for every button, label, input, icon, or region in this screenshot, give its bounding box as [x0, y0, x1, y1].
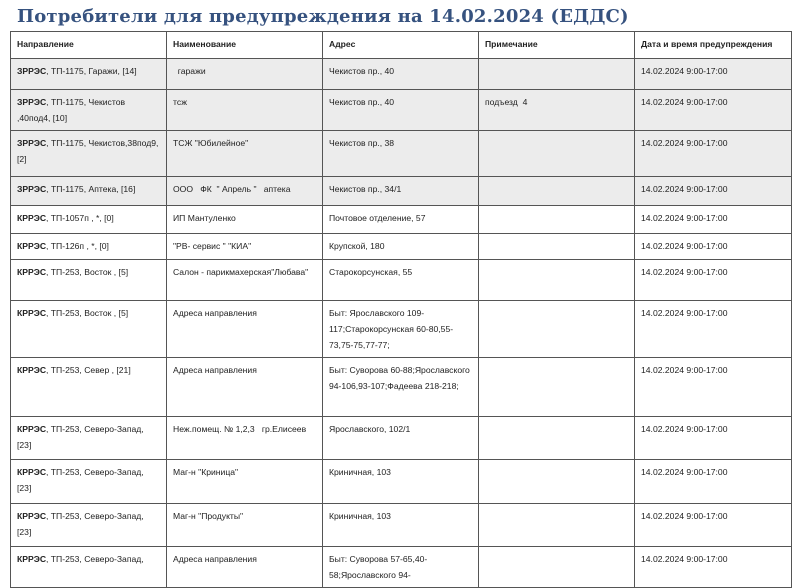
- note-cell: [479, 504, 635, 547]
- table-row: [11, 260, 792, 301]
- table-row: [11, 177, 792, 206]
- table-row: [11, 301, 792, 358]
- note-cell: [479, 460, 635, 504]
- address-cell: Чекистов пр., 38: [323, 131, 479, 177]
- datetime-cell: 14.02.2024 9:00-17:00: [635, 547, 792, 588]
- direction-text: , ТП-1175, Аптека, [16]: [46, 184, 136, 194]
- direction-cell: [11, 206, 167, 234]
- direction-text: , ТП-253, Восток , [5]: [46, 308, 129, 318]
- name-cell: Маг-н "Криница": [167, 460, 323, 504]
- address-cell: Ярославского, 102/1: [323, 417, 479, 460]
- column-header-datetime: Дата и время предупреждения: [635, 32, 792, 59]
- direction-text: , ТП-126п , *, [0]: [46, 241, 109, 251]
- note-cell: [479, 234, 635, 260]
- column-header-direction: Направление: [11, 32, 167, 59]
- table-row: [11, 234, 792, 260]
- region-label: КРРЭС: [17, 424, 47, 434]
- address-cell: Чекистов пр., 34/1: [323, 177, 479, 206]
- note-cell: [479, 417, 635, 460]
- direction-cell: [11, 460, 167, 504]
- region-label: КРРЭС: [17, 554, 47, 564]
- datetime-cell: 14.02.2024 9:00-17:00: [635, 504, 792, 547]
- note-cell: [479, 358, 635, 417]
- direction-text: , ТП-253, Северо-Запад, [23]: [17, 424, 144, 450]
- page-title: Потребители для предупреждения на 14.02.2024 (ЕДДС): [17, 6, 629, 27]
- direction-cell: [11, 234, 167, 260]
- name-cell: Маг-н "Продукты": [167, 504, 323, 547]
- note-cell: [479, 206, 635, 234]
- address-cell: Старокорсунская, 55: [323, 260, 479, 301]
- name-cell: ООО ФК " Апрель " аптека: [167, 177, 323, 206]
- note-cell: [479, 59, 635, 90]
- note-cell: подъезд 4: [479, 90, 635, 131]
- name-cell: Адреса направления: [167, 547, 323, 588]
- region-label: КРРЭС: [17, 365, 47, 375]
- address-cell: Крупской, 180: [323, 234, 479, 260]
- table-row: [11, 460, 792, 504]
- datetime-cell: 14.02.2024 9:00-17:00: [635, 59, 792, 90]
- table-row: [11, 90, 792, 131]
- table-row: [11, 131, 792, 177]
- datetime-cell: 14.02.2024 9:00-17:00: [635, 260, 792, 301]
- region-label: КРРЭС: [17, 308, 47, 318]
- address-cell: Чекистов пр., 40: [323, 90, 479, 131]
- datetime-cell: 14.02.2024 9:00-17:00: [635, 460, 792, 504]
- region-label: КРРЭС: [17, 213, 47, 223]
- direction-text: , ТП-253, Север , [21]: [46, 365, 131, 375]
- direction-cell: [11, 358, 167, 417]
- direction-cell: [11, 59, 167, 90]
- region-label: КРРЭС: [17, 467, 47, 477]
- address-cell: Быт: Ярославского 109-117;Старокорсунская 60-80,55-73,75-75,77-77;: [323, 301, 479, 358]
- table-row: [11, 358, 792, 417]
- region-label: ЗРРЭС: [17, 138, 47, 148]
- datetime-cell: 14.02.2024 9:00-17:00: [635, 358, 792, 417]
- column-header-address: Адрес: [323, 32, 479, 59]
- name-cell: Адреса направления: [167, 301, 323, 358]
- direction-cell: [11, 301, 167, 358]
- table-header: [11, 32, 792, 59]
- region-label: ЗРРЭС: [17, 184, 47, 194]
- region-label: ЗРРЭС: [17, 97, 47, 107]
- direction-text: , ТП-253, Северо-Запад, [23]: [17, 511, 144, 537]
- address-cell: Быт: Суворова 57-65,40-58;Ярославского 94-: [323, 547, 479, 588]
- address-cell: Чекистов пр., 40: [323, 59, 479, 90]
- direction-text: , ТП-253, Северо-Запад,: [46, 554, 144, 564]
- datetime-cell: 14.02.2024 9:00-17:00: [635, 417, 792, 460]
- note-cell: [479, 177, 635, 206]
- datetime-cell: 14.02.2024 9:00-17:00: [635, 301, 792, 358]
- consumers-table: [10, 31, 792, 588]
- column-header-name: Наименование: [167, 32, 323, 59]
- name-cell: тсж: [167, 90, 323, 131]
- table-row: [11, 547, 792, 588]
- name-cell: Адреса направления: [167, 358, 323, 417]
- direction-cell: [11, 504, 167, 547]
- direction-cell: [11, 417, 167, 460]
- name-cell: гаражи: [167, 59, 323, 90]
- table-row: [11, 206, 792, 234]
- direction-cell: [11, 131, 167, 177]
- region-label: КРРЭС: [17, 511, 47, 521]
- address-cell: Криничная, 103: [323, 504, 479, 547]
- direction-text: , ТП-1057п , *, [0]: [46, 213, 114, 223]
- table-row: [11, 504, 792, 547]
- note-cell: [479, 301, 635, 358]
- table-row: [11, 417, 792, 460]
- datetime-cell: 14.02.2024 9:00-17:00: [635, 90, 792, 131]
- name-cell: Неж.помещ. № 1,2,3 гр.Елисеев: [167, 417, 323, 460]
- direction-text: , ТП-253, Северо-Запад, [23]: [17, 467, 144, 493]
- datetime-cell: 14.02.2024 9:00-17:00: [635, 131, 792, 177]
- name-cell: Салон - парикмахерская"Любава": [167, 260, 323, 301]
- address-cell: Почтовое отделение, 57: [323, 206, 479, 234]
- note-cell: [479, 260, 635, 301]
- direction-text: , ТП-1175, Гаражи, [14]: [46, 66, 137, 76]
- direction-text: , ТП-1175, Чекистов,38под9, [2]: [17, 138, 159, 164]
- region-label: ЗРРЭС: [17, 66, 47, 76]
- direction-cell: [11, 177, 167, 206]
- datetime-cell: 14.02.2024 9:00-17:00: [635, 234, 792, 260]
- name-cell: "РВ- сервис " "КИА": [167, 234, 323, 260]
- direction-cell: [11, 547, 167, 588]
- region-label: КРРЭС: [17, 267, 47, 277]
- region-label: КРРЭС: [17, 241, 47, 251]
- table-row: [11, 59, 792, 90]
- datetime-cell: 14.02.2024 9:00-17:00: [635, 177, 792, 206]
- direction-text: , ТП-1175, Чекистов ,40под4, [10]: [17, 97, 126, 123]
- address-cell: Быт: Суворова 60-88;Ярославского 94-106,93-107;Фадеева 218-218;: [323, 358, 479, 417]
- datetime-cell: 14.02.2024 9:00-17:00: [635, 206, 792, 234]
- direction-cell: [11, 90, 167, 131]
- name-cell: ИП Мантуленко: [167, 206, 323, 234]
- address-cell: Криничная, 103: [323, 460, 479, 504]
- column-header-note: Примечание: [479, 32, 635, 59]
- name-cell: ТСЖ "Юбилейное": [167, 131, 323, 177]
- direction-cell: [11, 260, 167, 301]
- direction-text: , ТП-253, Восток , [5]: [46, 267, 129, 277]
- note-cell: [479, 547, 635, 588]
- note-cell: [479, 131, 635, 177]
